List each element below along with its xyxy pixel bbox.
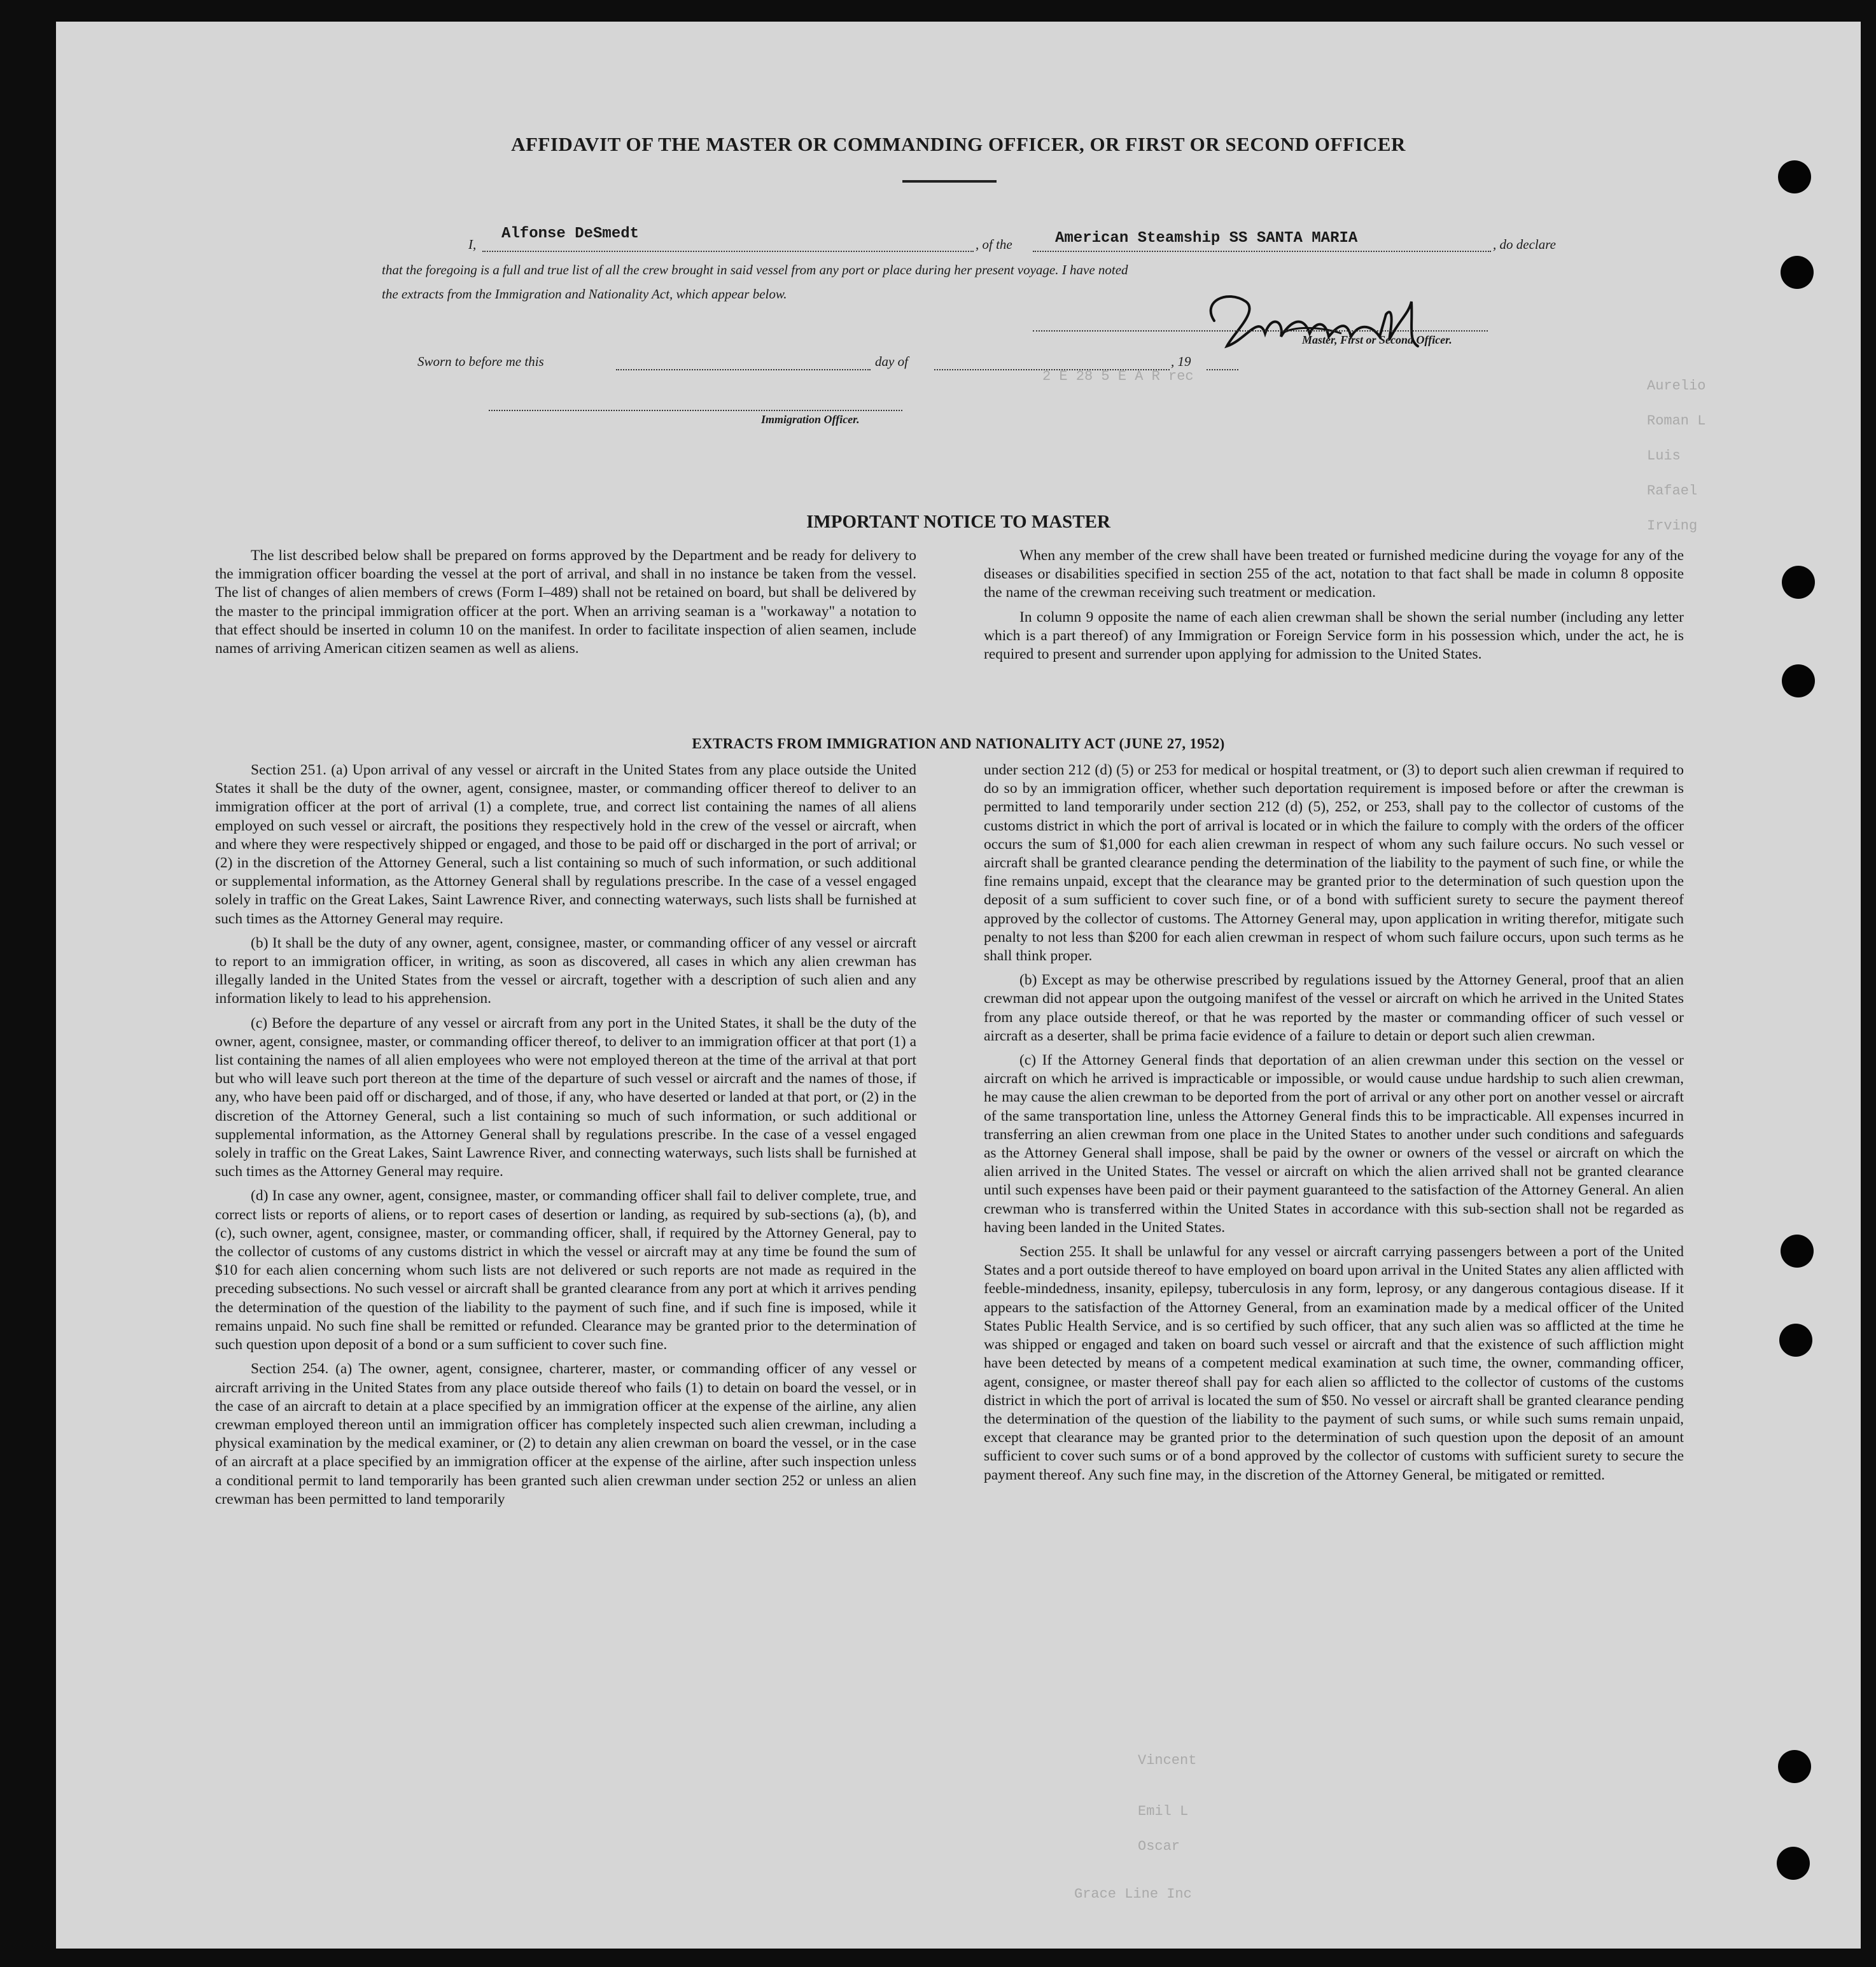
notice-title: IMPORTANT NOTICE TO MASTER bbox=[806, 512, 1110, 532]
month-line bbox=[934, 369, 1170, 370]
act-paragraph: (c) Before the departure of any vessel or aircraft from any port in the United States, it shall be the duty of the owner, agent, consignee, master, or commanding officer thereof, to deliver to an immigration officer at that port (1) a list containing the names of all alien employees who were not employed thereon at the time of the arrival at that port but who will leave such port thereon at the time of the departure of such vessel or aircraft and the names of those, if any, who have been paid off or discharged, and of those, if any, who have deserted or landed at that port, or (2) in the discretion of the Attorney General, such a list containing so much of such information, or such additional or supplemental information, as the Attorney General shall by regulations prescribe. In the case of a vessel engaged solely in traffic on the Great Lakes, Saint Lawrence River, and connecting waterways, such lists shall be furnished at such times as the Attorney General may require. bbox=[215, 1014, 916, 1180]
statement-line-2: the extracts from the Immigration and Nationality Act, which appear below. bbox=[382, 286, 787, 302]
declarant-name: Alfonse DeSmedt bbox=[501, 225, 640, 242]
act-paragraph: under section 212 (d) (5) or 253 for medical or hospital treatment, or (3) to deport such alien crewman if required to do so by an immigration officer, whether such deportation requirement is imposed before or after the crewman is permitted to land temporarily under section 212 (d) (5), 252, or 253, shall pay to the collector of customs of the customs district in which the port of arrival is located or in which the failure to comply with the orders of the officer occurs the sum of $1,000 for each alien crewman in respect of whom any such failure occurs. No such vessel or aircraft shall be granted clearance pending the determination of the liability to the payment of such fine, or while the fine remains unpaid, except that the clearance may be granted prior to the determination of such question upon the deposit of a sum sufficient to cover such fine, or of a bond with sufficient surety to secure the payment thereof approved by the collector of customs. The Attorney General may, upon application in writing therefor, mitigate such penalty to not less than $200 for each alien crewman in respect of whom such failure occurs, upon such terms as he shall think proper. bbox=[984, 762, 1684, 965]
notice-paragraph: The list described below shall be prepared on forms approved by the Department and be ready for delivery to the immigration officer boarding the vessel at the port of arrival, and shall in no instance be taken from the vessel. The list of changes of alien members of crews (Form I–489) shall not be retained on board, but shall be delivered by the master to the principal immigration officer at the port. When an arriving seaman is a "workaway" a notation to that effect should be inserted in column 10 on the manifest. In order to facilitate inspection of alien seamen, include names of arriving American citizen seamen as well as aliens. bbox=[215, 547, 916, 657]
officer-caption: Immigration Officer. bbox=[761, 413, 860, 426]
punch-hole bbox=[1782, 566, 1815, 599]
notice-right-column bbox=[984, 547, 1684, 664]
day-of-label: day of bbox=[875, 354, 908, 369]
extracts-left-column bbox=[215, 761, 916, 1509]
punch-hole bbox=[1778, 160, 1811, 193]
notice-left-column bbox=[215, 547, 916, 658]
punch-hole bbox=[1779, 1324, 1812, 1357]
statement-line-1: that the foregoing is a full and true list of all the crew brought in said vessel from any port or place during her present voyage. I have noted bbox=[382, 262, 1128, 277]
act-paragraph: (b) Except as may be otherwise prescribed by regulations issued by the Attorney General, proof that an alien crewman did not appear upon the outgoing manifest of the vessel or aircraft on which he arrived in the United States from any place outside thereof, or that he was reported by the master or commanding officer of such vessel or aircraft as a deserter, shall be prima facie evidence of a failure to detain or deport such alien crewman. bbox=[984, 972, 1684, 1044]
punch-hole bbox=[1782, 664, 1815, 697]
vessel-line bbox=[1033, 251, 1491, 252]
extracts-title: EXTRACTS FROM IMMIGRATION AND NATIONALITY ACT (JUNE 27, 1952) bbox=[692, 736, 1225, 752]
sworn-label: Sworn to before me this bbox=[417, 354, 544, 369]
master-signature bbox=[1189, 276, 1456, 372]
document-page: 2 E 28 5 E A R rec Aurelio Roman L Luis Rafael Irving Vincent Emil L Oscar Grace Line Inc AFFIDAVIT OF THE MASTER OR COMMANDING OFFICER, OR FIRST OR SECOND OFFICER I, Alfonse DeSmedt , of the American Steamship SS SANTA MARIA , do declare that the foregoing is a full and true list of all the crew brought in said vessel from any port or place during her present voyage. I have noted the extracts from the Immigration and Nationality Act, which appear below. Master, First or Second Officer. Sworn to before me this day of , 19 Immigration Officer. IMPORTANT NOTICE TO MASTER The list described below shall be prepared on forms approved by the Department and be ready for delivery to the immigration officer boarding the vessel at the port of arrival, and shall in no instance be taken from the vessel. The list of changes of alien members of crews (Form I–489) shall not be retained on board, but shall be delivered by the master to the principal immigration officer at the port. When an arriving seaman is a "workaway" a notation to that effect should be inserted in column 10 on the manifest. In order to facilitate inspection of alien seamen, include names of arriving American citizen seamen as well as aliens. When any member of the crew shall have been treated or furnished medicine during the voyage for any of the diseases or disabilities specified in section 255 of the act, notation to that fact shall be made in column 8 opposite the name of the crewman receiving such treatment or medication. In column 9 opposite the name of each alien crewman shall be shown the serial number (including any letter which is a part thereof) of any Immigration or Foreign Service form in his possession which, under the act, he is required to present and surrender upon applying for admission to the United States. EXTRACTS FROM IMMIGRATION AND NATIONALITY ACT (JUNE 27, 1952) Section 251. (a) Upon arrival of any vessel or aircraft in the United States from any place outside the United States it shall be the duty of the owner, agent, consignee, master, or commanding officer thereof to deliver to an immigration officer at the port of arrival (1) a complete, true, and correct list containing the names of all aliens employed on such vessel or aircraft, the positions they respectively hold in the crew of the vessel or aircraft, when and where they were respectively shipped or engaged, and those to be paid off or discharged in the port of arrival; or (2) in the discretion of the Attorney General, such a list containing so much of such information, or such additional or supplemental information, as the Attorney General shall by regulations prescribe. In the case of a vessel engaged solely in traffic on the Great Lakes, Saint Lawrence River, and connecting waterways, such lists shall be furnished at such times as the Attorney General may require. (b) It shall be the duty of any owner, agent, consignee, master, or commanding officer of any vessel or aircraft to report to an immigration officer, in writing, as soon as discovered, all cases in which any alien crewman has illegally landed in the United States from the vessel or aircraft, together with a description of such alien and any information likely to lead to his apprehension. (c) Before the departure of any vessel or aircraft from any port in the United States, it shall be the duty of the owner, agent, consignee, master, or commanding officer thereof, to deliver to an immigration officer at that port (1) a list containing the names of all alien employees who were not employed thereon at the time of the arrival at that port but who will leave such port thereon at the time of the departure of such vessel or aircraft and the names of those, if any, who have been paid off or discharged, and of those, if any, who have deserted or landed at that port, or (2) in the discretion of the Attorney General, such a list containing so much of such information, or such additional or supplemental information, as the Attorney General shall by regulations prescribe. In the case of a vessel engaged solely in traffic on the Great Lakes, Saint Lawrence River, and connecting waterways, such lists shall be furnished at such times as the Attorney General may require. (d) In case any owner, agent, consignee, master, or commanding officer shall fail to deliver complete, true, and correct lists or reports of aliens, or to report cases of desertion or landing, as required by sub-sections (a), (b), and (c), such owner, agent, consignee, master, or commanding officer, shall, if required by the Attorney General, pay to the collector of customs of any customs district in which the vessel or aircraft may at any time be found the sum of $10 for each alien concerning whom such lists are not delivered or such reports are not made as required in the preceding subsections. No such vessel or aircraft shall be granted clearance from any port at which it arrives pending the determination of the question of the liability to the payment of such fine, and if such fine is imposed, while it remains unpaid. No such fine shall be remitted or refunded. Clearance may be granted prior to the determination of such question upon deposit of a bond or a sum sufficient to cover such fine. Section 254. (a) The owner, agent, consignee, charterer, master, or commanding officer of any vessel or aircraft arriving in the United States from any place outside thereof who fails (1) to detain on board the vessel, or in the case of an aircraft to detain at a place specified by an immigration officer at the expense of the airline, any alien crewman employed thereon until an immigration officer has completely inspected such alien crewman, including a physical examination by the medical examiner, or (2) to detain any alien crewman on board the vessel, or in the case of an aircraft at a place specified by an immigration officer at the expense of the airline, after such inspection unless a conditional permit to land temporarily has been granted such alien crewman under section 252 or unless an alien crewman has been permitted to land temporarily under section 212 (d) (5) or 253 for medical or hospital treatment, or (3) to deport such alien crewman if required to do so by an immigration officer, whether such deportation requirement is imposed before or after the crewman is permitted to land temporarily under section 212 (d) (5), 252, or 253, shall pay to the collector of customs of the customs district in which the port of arrival is located or in which the failure to comply with the orders of the officer occurs the sum of $1,000 for each alien crewman in respect of whom any such failure occurs. No such vessel or aircraft shall be granted clearance pending the determination of the liability to the payment of such fine, or while the fine remains unpaid, except that the clearance may be granted prior to the determination of such question upon the deposit of a sum sufficient to cover such fine, or of a bond with sufficient surety to secure the payment thereof approved by the collector of customs. The Attorney General may, upon application in writing therefor, mitigate such penalty to not less than $200 for each alien crewman in respect of whom such failure occurs, upon such terms as he shall think proper. (b) Except as may be otherwise prescribed by regulations issued by the Attorney General, proof that an alien crewman did not appear upon the outgoing manifest of the vessel or aircraft on which he arrived in the United States from any place outside thereof, or that he was reported by the master or commanding officer of such vessel or aircraft as a deserter, shall be prima facie evidence of a failure to detain or deport such alien crewman. (c) If the Attorney General finds that deportation of an alien crewman under this section on the vessel or aircraft on which he arrived is impracticable or impossible, or would cause undue hardship to such alien crewman, he may cause the alien crewman to be deported from the port of arrival or any other port on another vessel or aircraft of the same transportation line, unless the Attorney General finds this to be impracticable. All expenses incurred in transferring an alien crewman from one place in the United States to another under such conditions and safeguards as the Attorney General shall impose, shall be paid by the owner or owners of the vessel or aircraft on which the alien arrived in the United States. The vessel or aircraft on which the alien arrived shall not be granted clearance until such expenses have been paid or their payment guaranteed to the satisfaction of the Attorney General. An alien crewman who is transferred within the United States in accordance with this sub-section shall not be regarded as having been landed in the United States. Section 255. It shall be unlawful for any vessel or aircraft carrying passengers between a port of the United States and a port outside thereof to have employed on board upon arrival in the United States any alien afflicted with feeble-mindedness, insanity, epilepsy, tuberculosis in any form, leprosy, or any dangerous contagious disease. If it appears to the satisfaction of the Attorney General, from an examination made by a medical officer of the United States Public Health Service, and is so certified by such officer, that any such alien was so afflicted at the time he was shipped or engaged and taken on board such vessel or aircraft and that the existence of such affliction might have been detected by means of a competent medical examination at such time, the owner, commanding officer, agent, consignee, or master thereof shall pay for each alien so afflicted to the collector of customs of the customs district in which the port of arrival is located the sum of $50. No vessel or aircraft shall be granted clearance pending the determination of the question of the liability to the payment of such sums, or while such sums remain unpaid, except that clearance may be granted prior to the determination of such question upon the deposit of an amount sufficient to cover such sums or of a bond approved by the collector of customs with sufficient surety to secure the payment thereof. Any such fine may, in the discretion of the Attorney General, be mitigated or remitted. bbox=[56, 22, 1861, 1949]
punch-hole bbox=[1777, 1847, 1810, 1880]
i-label: I, bbox=[468, 237, 477, 252]
act-paragraph: Section 255. It shall be unlawful for any vessel or aircraft carrying passengers between a port of the United States and a port outside thereof to have employed on board upon arrival in the United States any alien afflicted with feeble-mindedness, insanity, epilepsy, tuberculosis in any form, leprosy, or any dangerous contagious disease. If it appears to the satisfaction of the Attorney General, from an examination made by a medical officer of the United States Public Health Service, and is so certified by such officer, that any such alien was so afflicted at the time he was shipped or engaged and taken on board such vessel or aircraft and that the existence of such affliction might have been detected by means of a competent medical examination at such time, the owner, commanding officer, agent, consignee, or master thereof shall pay for each alien so afflicted to the collector of customs of the customs district in which the port of arrival is located the sum of $50. No vessel or aircraft shall be granted clearance pending the determination of the question of the liability to the payment of such sums, or while such sums remain unpaid, except that clearance may be granted prior to the determination of such question upon the deposit of an amount sufficient to cover such sums or of a bond approved by the collector of customs with sufficient surety to secure the payment thereof. Any such fine may, in the discretion of the Attorney General, be mitigated or remitted. bbox=[984, 1243, 1684, 1483]
act-paragraph: Section 254. (a) The owner, agent, consignee, charterer, master, or commanding officer of any vessel or aircraft arriving in the United States from any place outside thereof who fails (1) to detain on board the vessel, or in the case of an aircraft to detain at a place specified by an immigration officer at the expense of the airline, any alien crewman employed thereon until an immigration officer has completely inspected such alien crewman, including a physical examination by the medical examiner, or (2) to detain any alien crewman on board the vessel, or in the case of an aircraft at a place specified by an immigration officer at the expense of the airline, after such inspection unless a conditional permit to land temporarily has been granted such alien crewman under section 252 or unless an alien crewman has been permitted to land temporarily bbox=[215, 1361, 916, 1508]
vessel-name: American Steamship SS SANTA MARIA bbox=[1055, 230, 1358, 247]
notice-paragraph: When any member of the crew shall have been treated or furnished medicine during the voyage for any of the diseases or disabilities specified in section 255 of the act, notation to that fact shall be made in column 8 opposite the name of the crewman receiving such treatment or medication. bbox=[984, 547, 1684, 601]
year-prefix: , 19 bbox=[1171, 354, 1191, 369]
of-the-label: , of the bbox=[976, 237, 1012, 252]
punch-hole bbox=[1781, 256, 1814, 289]
act-paragraph: (b) It shall be the duty of any owner, agent, consignee, master, or commanding officer of any vessel or aircraft to report to an immigration officer, in writing, as soon as discovered, all cases in which any alien crewman has illegally landed in the United States from the vessel or aircraft, together with a description of such alien and any information likely to lead to his apprehension. bbox=[215, 934, 916, 1007]
extracts-right-column bbox=[984, 761, 1684, 1485]
affidavit-title: AFFIDAVIT OF THE MASTER OR COMMANDING OFFICER, OR FIRST OR SECOND OFFICER bbox=[511, 133, 1406, 155]
punch-hole bbox=[1781, 1235, 1814, 1268]
title-underline bbox=[902, 180, 997, 183]
day-line bbox=[616, 369, 871, 370]
officer-signature-line bbox=[489, 410, 902, 411]
act-paragraph: Section 251. (a) Upon arrival of any vessel or aircraft in the United States from any place outside the United States it shall be the duty of the owner, agent, consignee, master, or commanding officer thereof to deliver to an immigration officer at the port of arrival (1) a complete, true, and correct list containing the names of all aliens employed on such vessel or aircraft, the positions they respectively hold in the crew of the vessel or aircraft, when and where they were respectively shipped or engaged, and those to be paid off or discharged in the port of arrival; or (2) in the discretion of the Attorney General, such a list containing so much of such information, or such additional or supplemental information, as the Attorney General shall by regulations prescribe. In the case of a vessel engaged solely in traffic on the Great Lakes, Saint Lawrence River, and connecting waterways, such lists shall be furnished at such times as the Attorney General may require. bbox=[215, 762, 916, 927]
act-paragraph: (d) In case any owner, agent, consignee, master, or commanding officer shall fail to deliver complete, true, and correct lists or reports of aliens, or to report cases of desertion or landing, as required by sub-sections (a), (b), and (c), such owner, agent, consignee, master, or commanding officer, shall, if required by the Attorney General, pay to the collector of customs of any customs district in which the vessel or aircraft may at any time be found the sum of $10 for each alien concerning whom such lists are not delivered or such reports are not made as required in the preceding subsections. No such vessel or aircraft shall be granted clearance from any port at which it arrives pending the determination of the question of the liability to the payment of such fine, and if such fine is imposed, while it remains unpaid. No such fine shall be remitted or refunded. Clearance may be granted prior to the determination of such question upon deposit of a bond or a sum sufficient to cover such fine. bbox=[215, 1187, 916, 1354]
year-line bbox=[1207, 369, 1238, 370]
notice-paragraph: In column 9 opposite the name of each alien crewman shall be shown the serial number (including any letter which is a part thereof) of any Immigration or Foreign Service form in his possession which, under the act, he is required to present and surrender upon applying for admission to the United States. bbox=[984, 608, 1684, 663]
act-paragraph: (c) If the Attorney General finds that deportation of an alien crewman under this section on the vessel or aircraft on which he arrived is impracticable or impossible, or would cause undue hardship to such alien crewman, he may cause the alien crewman to be deported from the port of arrival or any other port on another vessel or aircraft of the same transportation line, unless the Attorney General finds this to be impracticable. All expenses incurred in transferring an alien crewman from one place in the United States to another under such conditions and safeguards as the Attorney General shall impose, shall be paid by the owner or owners of the vessel or aircraft on which the alien arrived in the United States. The vessel or aircraft on which the alien arrived shall not be granted clearance until such expenses have been paid or their payment guaranteed to the satisfaction of the Attorney General. An alien crewman who is transferred within the United States in accordance with this sub-section shall not be regarded as having been landed in the United States. bbox=[984, 1052, 1684, 1236]
do-declare-label: , do declare bbox=[1493, 237, 1556, 252]
name-line bbox=[482, 251, 974, 252]
signature-line bbox=[1033, 330, 1488, 332]
punch-hole bbox=[1778, 1750, 1811, 1783]
signer-caption: Master, First or Second Officer. bbox=[1302, 333, 1452, 346]
